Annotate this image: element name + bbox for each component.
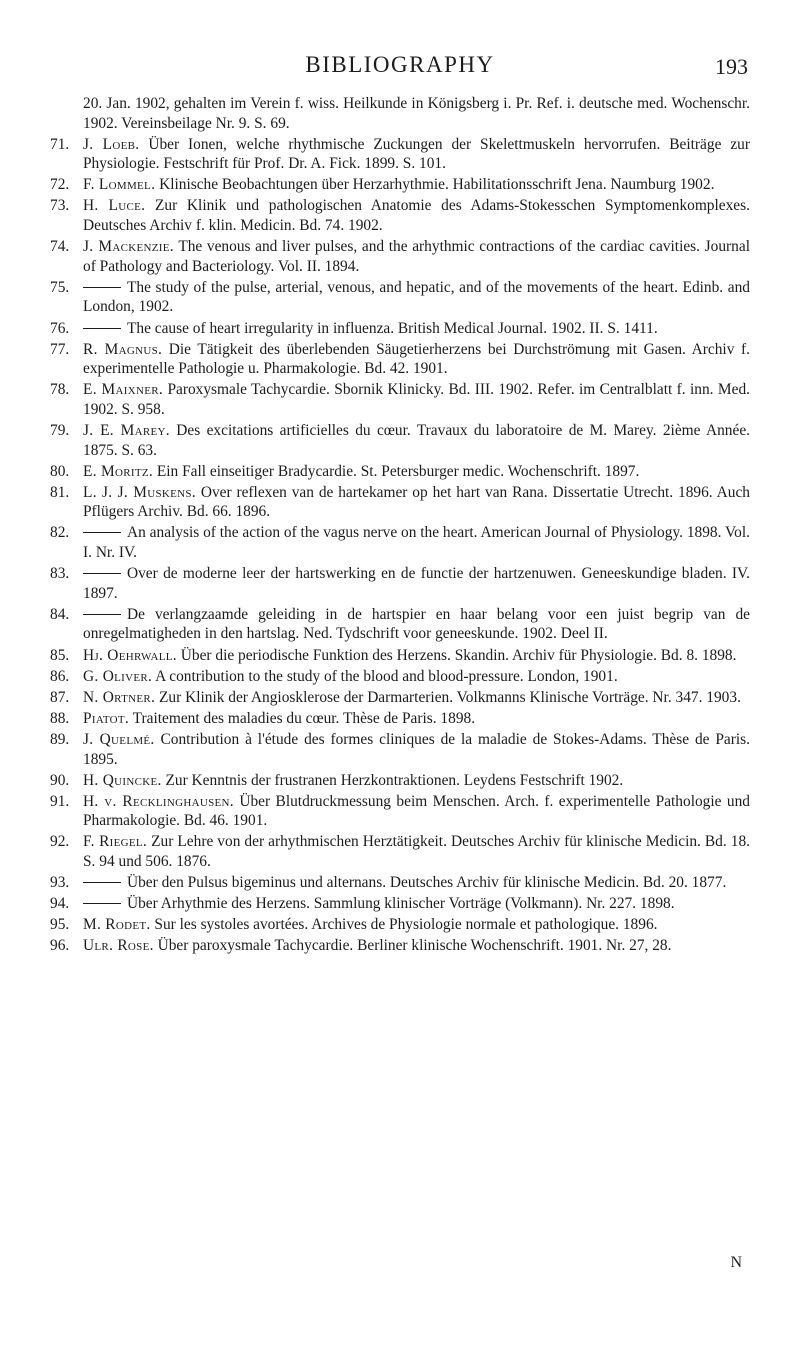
- entry-author: G. Oliver.: [83, 667, 153, 685]
- entry-author: H. Quincke.: [83, 771, 162, 789]
- entry-number: 92.: [50, 833, 70, 851]
- entry-number: 85.: [50, 646, 70, 664]
- entry-author: J. Mackenzie.: [83, 238, 174, 256]
- entry-text: An analysis of the action of the vagus nerve on the heart. American Journal of Physiology. 1898. Vol. I. Nr. IV.: [83, 524, 750, 562]
- entry-author: E. Moritz.: [83, 462, 154, 480]
- bibliography-entry: [50, 340, 750, 379]
- entry-number: 93.: [50, 874, 70, 892]
- entry-author: J. Quelmé.: [83, 730, 155, 748]
- entry-text: Traitement des maladies du cœur. Thèse de Paris. 1898.: [132, 709, 476, 727]
- entry-number: 80.: [50, 462, 70, 480]
- entry-text: Zur Klinik und pathologischen Anatomie des Adams-Stokesschen Symptomenkomplexes. Deutsches Archiv f. klin. Medicin. Bd. 74. 1902.: [83, 197, 750, 235]
- entry-text: Paroxysmale Tachycardie. Sbornik Klinicky. Bd. III. 1902. Refer. im Centralblatt f. inn. Med. 1902. S. 958.: [83, 381, 750, 418]
- bibliography-entry: [50, 196, 750, 235]
- entry-text: Zur Kenntnis der frustranen Herzkontraktionen. Leydens Festschrift 1902.: [165, 771, 624, 789]
- entry-number: 86.: [50, 667, 70, 685]
- entry-author: Piatot.: [83, 709, 130, 727]
- entry-text: Klinische Beobachtungen über Herzarhythmie. Habilitationsschrift Jena. Naumburg 1902.: [159, 176, 715, 194]
- bibliography-entry: [50, 771, 750, 791]
- entry-text: The study of the pulse, arterial, venous, and hepatic, and of the movements of the heart. Edinb. and London, 1902.: [83, 278, 750, 316]
- entry-text: Die Tätigkeit des überlebenden Säugetierherzens bei Durchströmung mit Gasen. Archiv f. experimentelle Pathologie u. Pharmakologie. Bd. 42. 1901.: [83, 340, 750, 378]
- entry-text: Über Blutdruckmessung beim Menschen. Arch. f. experimentelle Pathologie und Pharmakologie. Bd. 46. 1901.: [83, 792, 750, 830]
- entry-text: Über die periodische Funktion des Herzens. Skandin. Archiv für Physiologie. Bd. 8. 1898.: [180, 646, 737, 664]
- entry-author: F. Lommel.: [83, 176, 156, 194]
- bibliography-entry: [50, 605, 750, 644]
- bibliography-entry: [50, 894, 750, 914]
- entry-text: Über paroxysmale Tachycardie. Berliner klinische Wochenschrift. 1901. Nr. 27, 28.: [157, 937, 672, 955]
- signature-mark: N: [730, 1254, 742, 1271]
- entry-number: 83.: [50, 565, 70, 583]
- entry-number: 94.: [50, 895, 70, 913]
- entry-author: H. v. Recklinghausen.: [83, 792, 234, 810]
- entry-author: J. E. Marey.: [83, 422, 170, 439]
- entry-text: De verlangzaamde geleiding in de hartspier en haar belang voor een juist begrip van de onregelmatigheden in den hartslag. Ned. Tydschrift voor geneeskunde. 1902. Deel II.: [83, 605, 750, 643]
- entry-author: Ulr. Rose.: [83, 937, 154, 955]
- entry-number: 79.: [50, 422, 70, 439]
- bibliography-entry: [50, 237, 750, 276]
- bibliography-entry: [50, 646, 750, 666]
- entry-author: M. Rodet.: [83, 916, 151, 934]
- entry-number: 84.: [50, 605, 70, 623]
- entry-text: Über Arhythmie des Herzens. Sammlung klinischer Vorträge (Volkmann). Nr. 227. 1898.: [127, 895, 675, 913]
- bibliography-entry: [50, 873, 750, 893]
- entry-number: 74.: [50, 238, 70, 256]
- bibliography-entry: [50, 421, 750, 460]
- bibliography-entry: [50, 936, 750, 956]
- entry-number: 95.: [50, 916, 70, 934]
- bibliography-entry: [50, 915, 750, 935]
- ditto-dash: [83, 614, 121, 615]
- entry-number: 76.: [50, 319, 70, 337]
- bibliography-entry: [50, 523, 750, 562]
- entry-number: 91.: [50, 792, 70, 810]
- entry-number: 88.: [50, 709, 70, 727]
- bibliography-entry: [50, 792, 750, 831]
- page-number: 193: [715, 54, 748, 79]
- entry-number: 71.: [50, 135, 70, 153]
- ditto-dash: [83, 532, 121, 533]
- entry-number: 72.: [50, 176, 70, 194]
- entry-author: Hj. Oehrwall.: [83, 646, 177, 664]
- entry-author: E. Maixner.: [83, 381, 164, 399]
- entry-number: 90.: [50, 771, 70, 789]
- bibliography-list: [50, 94, 750, 957]
- entry-number: 73.: [50, 197, 70, 215]
- bibliography-entry: [50, 832, 750, 871]
- bibliography-entry: [50, 135, 750, 174]
- entry-number: 82.: [50, 524, 70, 542]
- entry-text: Over reflexen van de hartekamer op het hart van Rana. Dissertatie Utrecht. 1896. Auch Pflügers Archiv. Bd. 66. 1896.: [83, 483, 750, 521]
- bibliography-entry: [50, 667, 750, 687]
- bibliography-entry: [50, 278, 750, 317]
- entry-text: Ein Fall einseitiger Bradycardie. St. Petersburger medic. Wochenschrift. 1897.: [156, 462, 640, 480]
- ditto-dash: [83, 882, 121, 883]
- ditto-dash: [83, 287, 121, 288]
- bibliography-entry: [50, 462, 750, 482]
- continuation-entry: [50, 94, 750, 133]
- entry-text: Sur les systoles avortées. Archives de Physiologie normale et pathologique. 1896.: [154, 916, 658, 934]
- bibliography-entry: [50, 380, 750, 419]
- bibliography-entry: [50, 709, 750, 729]
- ditto-dash: [83, 328, 121, 329]
- entry-text: Über Ionen, welche rhythmische Zuckungen der Skelettmuskeln hervorrufen. Beiträge zur Physiologie. Festschrift für Prof. Dr. A. Fick. 1899. S. 101.: [83, 135, 750, 173]
- entry-author: R. Magnus.: [83, 340, 163, 358]
- entry-number: 75.: [50, 278, 70, 296]
- bibliography-entry: [50, 688, 750, 708]
- running-header: BIBLIOGRAPHY: [305, 52, 495, 77]
- entry-list: [50, 135, 750, 956]
- entry-number: 87.: [50, 688, 70, 706]
- bibliography-entry: [50, 483, 750, 522]
- entry-text: 20. Jan. 1902, gehalten im Verein f. wiss. Heilkunde in Königsberg i. Pr. Ref. i. deutsche med. Wochenschr. 1902. Vereinsbeilage Nr. 9. S. 69.: [83, 95, 750, 132]
- entry-text: Over de moderne leer der hartswerking en de functie der hartzenuwen. Geneeskundige bladen. IV. 1897.: [83, 565, 750, 602]
- bibliography-entry: [50, 730, 750, 769]
- entry-author: F. Riegel.: [83, 833, 148, 851]
- entry-number: 78.: [50, 381, 70, 399]
- entry-text: Des excitations artificielles du cœur. Travaux du laboratoire de M. Marey. 2ième Année. 1875. S. 63.: [83, 422, 750, 459]
- bibliography-entry: [50, 564, 750, 603]
- entry-text: A contribution to the study of the blood and blood-pressure. London, 1901.: [155, 667, 618, 685]
- entry-text: The cause of heart irregularity in influenza. British Medical Journal. 1902. II. S. 1411.: [127, 319, 658, 337]
- ditto-dash: [83, 903, 121, 904]
- entry-number: 89.: [50, 730, 70, 748]
- entry-text: Zur Klinik der Angiosklerose der Darmarterien. Volkmanns Klinische Vorträge. Nr. 347. 1903.: [159, 688, 741, 706]
- entry-author: J. Loeb.: [83, 135, 140, 153]
- entry-number: 77.: [50, 340, 70, 358]
- ditto-dash: [83, 573, 121, 574]
- entry-number: 81.: [50, 483, 70, 501]
- entry-text: Contribution à l'étude des formes cliniques de la maladie de Stokes-Adams. Thèse de Paris. 1895.: [83, 730, 750, 768]
- entry-author: N. Ortner.: [83, 688, 156, 706]
- bibliography-entry: [50, 319, 750, 339]
- entry-text: Über den Pulsus bigeminus und alternans. Deutsches Archiv für klinische Medicin. Bd. 20. 1877.: [127, 874, 727, 892]
- entry-author: H. Luce.: [83, 197, 146, 215]
- entry-text: The venous and liver pulses, and the arhythmic contractions of the cardiac cavities. Journal of Pathology and Bacteriology. Vol. II. 1894.: [83, 238, 750, 275]
- bibliography-entry: [50, 175, 750, 195]
- entry-number: 96.: [50, 937, 70, 955]
- entry-author: L. J. J. Muskens.: [83, 483, 196, 501]
- entry-text: Zur Lehre von der arhythmischen Herztätigkeit. Deutsches Archiv für klinische Medicin. Bd. 18. S. 94 und 506. 1876.: [83, 833, 750, 870]
